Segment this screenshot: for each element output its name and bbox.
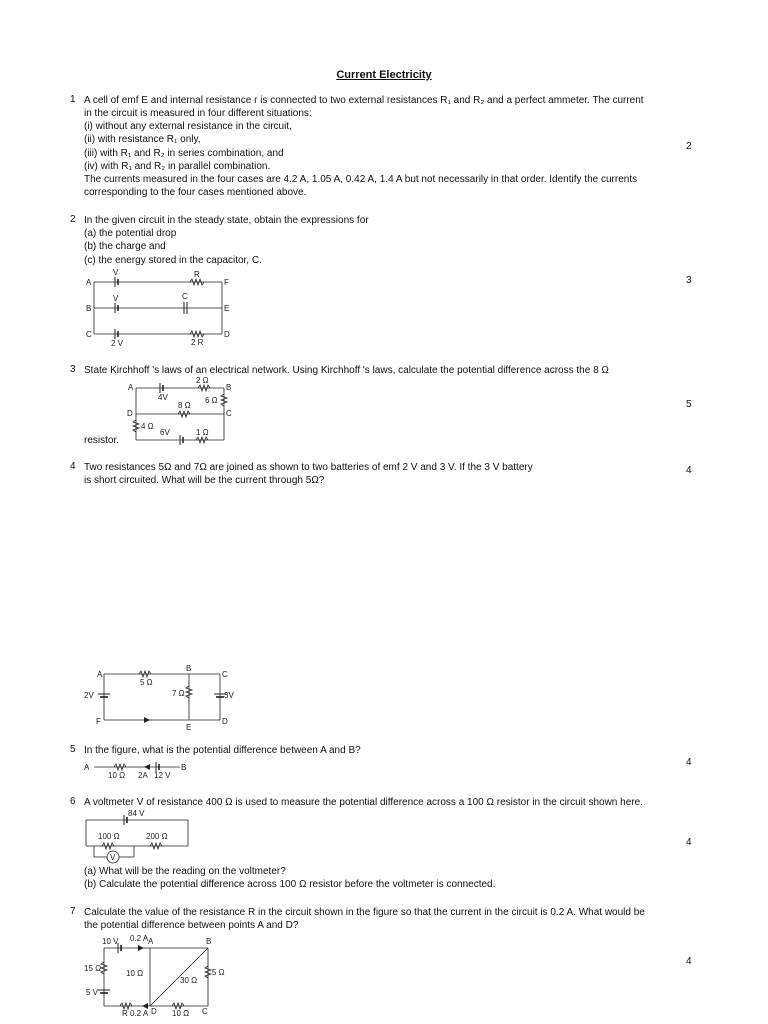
cell-label: 84 V [128,809,145,818]
question-number: 7 [70,906,76,917]
question-text-line: A cell of emf E and internal resistance r is connected to two external resistances R₁ and R₂ and a perfect ammeter. The current [84,95,644,106]
resistor-label: 200 Ω [146,832,168,841]
question-text-line: Two resistances 5Ω and 7Ω are joined as shown to two batteries of emf 2 V and 3 V. If the 3 V battery [84,462,533,473]
resistor-label: 1 Ω [196,428,209,437]
circuit-figure-q6 [84,807,194,865]
question-text-line: (iii) with R₁ and R₂ in series combination, and [84,148,284,159]
question-text-line: in the circuit is measured in four different situations: [84,108,312,119]
node-label: F [96,717,101,726]
cell-label: 2V [84,691,94,700]
question-number: 6 [70,796,76,807]
question-number: 5 [70,744,76,755]
page-title: Current Electricity [336,69,432,81]
question-text-line: State Kirchhoff 's laws of an electrical network. Using Kirchhoff 's laws, calculate the potential difference across the 8 Ω [84,365,609,376]
resistor-label: R [194,270,200,279]
current-label: 2A [138,771,148,780]
cell-label: 5 V [86,988,99,997]
cell-label: 10 V [102,937,119,946]
question-marks: 4 [686,956,692,967]
question-text-line: (b) the charge and [84,241,166,252]
resistor-label: 5 Ω [212,968,225,977]
node-label: B [226,383,232,392]
cell-label: 12 V [154,771,171,780]
circuit-figure-q4 [84,664,244,734]
voltmeter-label: V [110,853,116,862]
circuit-figure-q7 [84,932,234,1018]
node-label: C [222,670,228,679]
cell-label: 6V [160,428,170,437]
question-text-line: (b) Calculate the potential difference across 100 Ω resistor before the voltmeter is connected. [84,879,496,890]
resistor-label: 30 Ω [180,976,198,985]
question-number: 2 [70,214,76,225]
current-label: 0.2 A [130,1009,149,1018]
node-label: F [224,278,229,287]
node-label: A [128,383,134,392]
question-text-line: (c) the energy stored in the capacitor, C. [84,255,262,266]
resistor-label: 7 Ω [172,689,185,698]
node-label: B [186,664,192,673]
resistor-label: 2 R [191,338,204,347]
resistor-label: 10 Ω [126,969,144,978]
node-label: C [226,409,232,418]
question-text-line: resistor. [84,435,120,446]
cell-label: 4V [158,393,168,402]
cell-label: V [113,294,119,303]
node-label: D [127,409,133,418]
question-text-line: (iv) with R₁ and R₂ in parallel combination. [84,161,271,172]
resistor-label: 2 Ω [196,376,209,385]
circuit-figure-q5 [84,760,194,780]
resistor-label: 6 Ω [205,396,218,405]
node-label: C [202,1007,208,1016]
capacitor-label: C [182,292,188,301]
node-label: A [148,937,154,946]
node-label: D [224,330,230,339]
resistor-label: 4 Ω [141,422,154,431]
question-marks: 2 [686,141,692,152]
resistor-label: 5 Ω [140,678,153,687]
question-text-line: the potential difference between points A and D? [84,920,299,931]
circuit-figure-q3 [120,376,230,446]
question-text-line: Calculate the value of the resistance R in the circuit shown in the figure so that the current in the circuit is 0.2 A. What would be [84,907,645,918]
question-marks: 5 [686,399,692,410]
question-text-line: is short circuited. What will be the current through 5Ω? [84,475,325,486]
cell-label: 2 V [111,339,124,348]
question-text-line: (ii) with resistance R₁ only, [84,134,201,145]
question-marks: 4 [686,465,692,476]
node-label: D [151,1007,157,1016]
question-text-line: A voltmeter V of resistance 400 Ω is used to measure the potential difference across a 100 Ω resistor in the circuit shown here. [84,797,643,808]
resistor-label: 10 Ω [172,1009,190,1018]
resistor-label: 15 Ω [84,964,102,973]
question-number: 3 [70,364,76,375]
question-number: 4 [70,461,76,472]
question-text-line: corresponding to the four cases mentioned above. [84,187,307,198]
node-label: B [181,763,187,772]
resistor-label: 100 Ω [98,832,120,841]
question-text-line: (i) without any external resistance in the circuit, [84,121,292,132]
node-label: A [84,763,90,772]
node-label: A [97,670,103,679]
node-label: C [86,330,92,339]
cell-label: 3V [224,691,234,700]
question-text-line: The currents measured in the four cases are 4.2 A, 1.05 A, 0.42 A, 1.4 A but not necessarily in that order. Identify the currents [84,174,638,185]
node-label: D [222,717,228,726]
resistor-label: R [122,1009,128,1018]
question-number: 1 [70,94,76,105]
node-label: A [86,278,92,287]
question-marks: 4 [686,757,692,768]
resistor-label: 8 Ω [178,401,191,410]
node-label: E [224,304,230,313]
question-text-line: (a) What will be the reading on the voltmeter? [84,866,286,877]
node-label: B [206,937,212,946]
question-text-line: In the figure, what is the potential difference between A and B? [84,745,361,756]
question-marks: 4 [686,837,692,848]
question-text-line: (a) the potential drop [84,228,177,239]
question-marks: 3 [686,275,692,286]
resistor-label: 10 Ω [108,771,126,780]
node-label: E [186,723,192,732]
question-text-line: In the given circuit in the steady state, obtain the expressions for [84,215,369,226]
current-label: 0.2 A [130,934,149,943]
circuit-figure-q2 [84,266,244,348]
cell-label: V [113,268,119,277]
node-label: B [86,304,92,313]
